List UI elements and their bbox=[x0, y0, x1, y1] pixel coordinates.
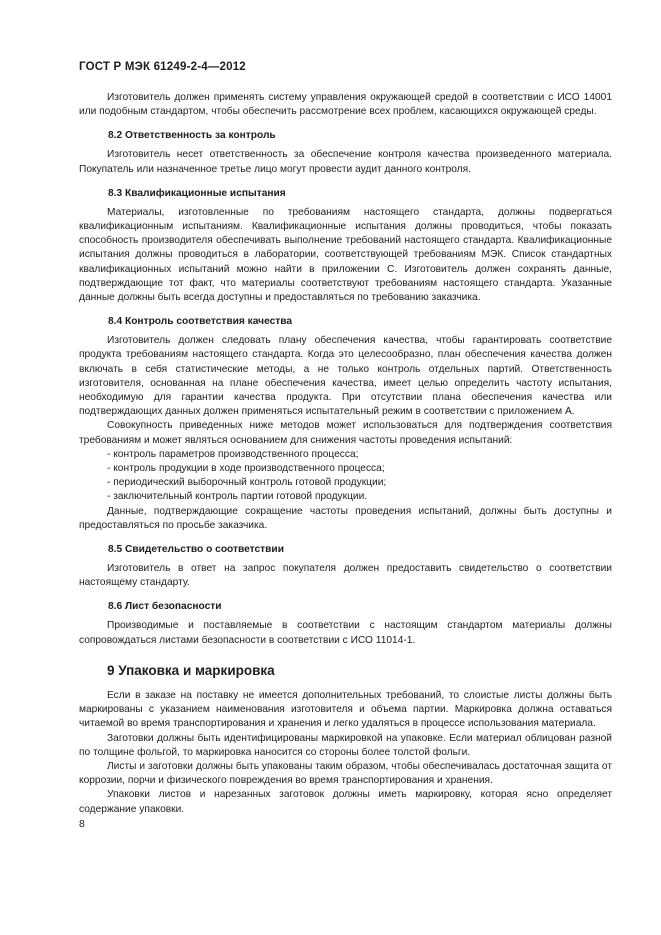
section-8-4-heading: 8.4 Контроль соответствия качества bbox=[108, 316, 293, 328]
section-9-paragraph-2: Заготовки должны быть идентифицированы маркировкой на упаковке. Если материал облицован разной по толщине фольгой, то маркировка наносится со стороны более толстой фольги. bbox=[79, 732, 612, 758]
section-9-paragraph-3: Листы и заготовки должны быть упакованы таким образом, чтобы обеспечивалась достаточная защита от коррозии, порчи и физического повреждения во время транспортирования и хранения. bbox=[79, 760, 612, 787]
section-8-5-paragraph: Изготовитель в ответ на запрос покупателя должен предоставить свидетельство о соответствии настоящему стандарту. bbox=[79, 563, 612, 589]
section-9-heading: 9 Упаковка и маркировка bbox=[107, 662, 275, 678]
list-item: - периодический выборочный контроль готовой продукции; bbox=[107, 477, 387, 489]
section-8-4-paragraph-2: Совокупность приведенных ниже методов может использоваться для подтверждения соответствия требованиям и может являться основанием для снижения частоты проведения испытаний: bbox=[79, 420, 612, 446]
section-8-3-paragraph: Материалы, изготовленные по требованиям настоящего стандарта, должны подвергаться квалификационным испытаниям. Квалификационные испытания должны проводиться, чтобы показать способность производителя обеспечивать выполнение требований настоящего стандарта. Квалификационные испытания должны проводиться в лаборатории, соответствующей требованиям МЭК. Список стандартных квалификационных испытаний можно найти в приложении С. Изготовитель должен сохранять данные, подтверждающие тот факт, что материалы соответствуют требованиям настоящего стандарта. Указанные данные должны быть всегда доступны и предоставляться по требованию заказчика. bbox=[79, 206, 612, 304]
section-8-6-paragraph: Производимые и поставляемые в соответствии с настоящим стандартом материалы должны сопровождаться листами безопасности в соответствии с ИСО 11014-1. bbox=[79, 620, 612, 646]
list-item: - контроль продукции в ходе производственного процесса; bbox=[107, 463, 385, 475]
section-9-paragraph-4: Упаковки листов и нарезанных заготовок должны иметь маркировку, которая ясно определяет содержание упаковки. bbox=[79, 789, 612, 815]
section-8-2-paragraph: Изготовитель несет ответственность за обеспечение контроля качества произведенного материала. Покупатель или назначенное третье лицо могут провести аудит данного контроля. bbox=[79, 149, 612, 175]
section-8-5-heading: 8.5 Свидетельство о соответствии bbox=[108, 544, 284, 556]
list-item: - контроль параметров производственного процесса; bbox=[107, 448, 359, 460]
section-9-paragraph-1: Если в заказе на поставку не имеется дополнительных требований, то слоистые листы должны быть маркированы с указанием наименования изготовителя и объема партии. Маркировка должна оставаться читаемой во время транспортирования и хранения и легко удаляться в процессе использования материала. bbox=[79, 689, 612, 730]
methods-list bbox=[79, 448, 612, 505]
page-number: 8 bbox=[79, 818, 85, 830]
section-8-3-heading: 8.3 Квалификационные испытания bbox=[108, 187, 286, 199]
section-8-4-paragraph-3: Данные, подтверждающие сокращение частоты проведения испытаний, должны быть доступны и предоставляться по просьбе заказчика. bbox=[79, 505, 612, 531]
list-item: - заключительный контроль партии готовой продукции. bbox=[107, 491, 368, 503]
section-8-2-heading: 8.2 Ответственность за контроль bbox=[108, 130, 276, 142]
section-8-4-paragraph-1: Изготовитель должен следовать плану обеспечения качества, чтобы гарантировать соответствие продукта требованиям настоящего стандарта. Когда это целесообразно, план обеспечения качества должен включать в себя статистические методы, а не только контроль отдельных партий. Ответственность изготовителя, основанная на плане обеспечения качества, имеет целью определить частоту испытания, необходимую для гарантии качества продукта. При отсутствии плана обеспечения качества или подтверждающих данных должен применяться испытательный режим в соответствии с приложением А. bbox=[79, 335, 612, 418]
document-header: ГОСТ Р МЭК 61249-2-4—2012 bbox=[79, 61, 246, 73]
intro-paragraph: Изготовитель должен применять систему управления окружающей средой в соответствии с ИСО 14001 или подобным стандартом, чтобы обеспечить рассмотрение всех проблем, касающихся окружающей среды. bbox=[79, 92, 612, 118]
document-body bbox=[79, 91, 612, 817]
section-8-6-heading: 8.6 Лист безопасности bbox=[108, 601, 222, 613]
